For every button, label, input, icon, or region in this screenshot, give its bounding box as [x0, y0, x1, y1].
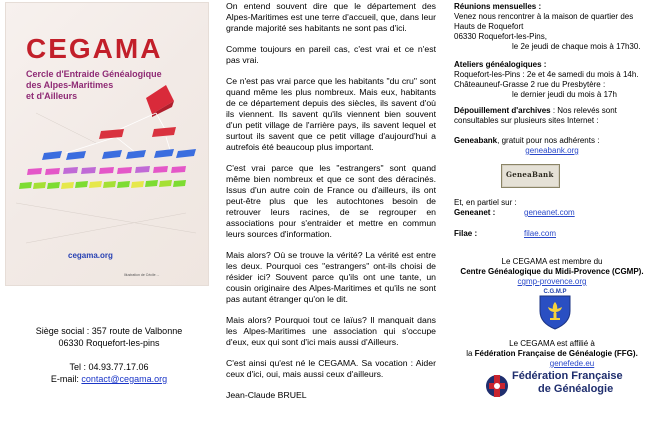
- partiel-line: Et, en partiel sur :: [454, 198, 517, 207]
- filae-label: Filae :: [454, 229, 478, 238]
- ffg-logo-line1: Fédération Française: [512, 370, 623, 382]
- middle-column: [226, 0, 436, 411]
- geneabank-link[interactable]: geneabank.org: [525, 146, 579, 155]
- ateliers-line: le dernier jeudi du mois à 17h: [512, 90, 617, 99]
- depouillement-line: consultables sur plusieurs sites Internet :: [454, 116, 599, 125]
- email-link[interactable]: contact@cegama.org: [81, 374, 168, 384]
- ffg-link[interactable]: genefede.eu: [549, 359, 595, 368]
- ffg-logo-line2: de Généalogie: [538, 383, 614, 395]
- reunions-line: Venez nous rencontrer à la maison de quartier des: [454, 12, 634, 21]
- reunions-section: [454, 2, 650, 52]
- siege-city: 06330 Roquefort-les-pins: [58, 338, 160, 348]
- siege-social: [0, 325, 218, 385]
- paragraph-6: Mais alors? Pourquoi tout ce laïus? Il manquait dans les Alpes-Maritimes une association qui s'occupe d'eux, eux qui sont d'ici mais aussi d'Ailleurs.: [226, 315, 436, 347]
- geneabank-section: Geneabank, gratuit pour nos adhérents : geneabank.org: [454, 136, 650, 156]
- paragraph-4: C'est vrai parce que les "estrangers" sont quand même bien nombreux et que ce sont des déracinés. Issus d'un autre coin de France ou d'ailleurs, ils ont peut-être plus que les autochtones besoin de retrouver leurs racines, de se regrouper en associations pour s'entraider et mettre en commun leurs sources d'information.: [226, 163, 436, 239]
- svg-text:C.G.M.P: C.G.M.P: [543, 289, 567, 295]
- cgmp-section: [454, 257, 650, 287]
- siege-email-line: [0, 373, 218, 385]
- geneabank-title: Geneabank: [454, 136, 498, 145]
- paragraph-7: C'est ainsi qu'est né le CEGAMA. Sa vocation : Aider ceux d'ici, oui, mais aussi ceux d'ailleurs.: [226, 358, 436, 379]
- reunions-line: 06330 Roquefort-les-Pins,: [454, 32, 547, 41]
- ateliers-title: Ateliers généalogiques :: [454, 60, 547, 69]
- ffg-section: Le CEGAMA est affilié à la Fédération Française de Généalogie (FFG). genefede.eu: [454, 339, 650, 369]
- siege-address: Siège social : 357 route de Valbonne: [35, 326, 183, 336]
- depouillement-line: Dépouillement d'archives : Nos relevés sont: [454, 106, 617, 115]
- paragraph-5: Mais alors? Où se trouve la vérité? La vérité est entre les deux. Pourquoi ces "estrangers" ont-ils choisi de résider ici? Souvent parce qu'ils ont une tante, un cousin originaire des Alpes-Maritimes et qu'ils ne sont pas autant étranger qu'on le dit.: [226, 250, 436, 304]
- ffg-emblem-icon: [484, 370, 510, 402]
- ateliers-line: Roquefort-les-Pins : 2e et 4e samedi du mois à 14h.: [454, 70, 639, 79]
- filae-link[interactable]: filae.com: [524, 229, 557, 238]
- geneanet-label: Geneanet :: [454, 208, 496, 217]
- siege-phone: Tel : 04.93.77.17.06: [69, 362, 149, 372]
- filae-section: [454, 229, 650, 239]
- geneabank-logo[interactable]: GeneaBank: [501, 164, 560, 188]
- paragraph-1: On entend souvent dire que le département des Alpes-Maritimes est une terre d'accueil, que, dans leur grande majorité ses habitants ne sont pas d'ici.: [226, 1, 436, 33]
- ffg-line: Le CEGAMA est affilié à: [509, 339, 595, 348]
- email-label: E-mail:: [50, 374, 82, 384]
- cgmp-link[interactable]: cgmp-provence.org: [517, 277, 587, 286]
- cover-image: [5, 2, 209, 286]
- cover-url: cegama.org: [68, 251, 113, 260]
- cover-credit: Illustration de Cécile ...: [124, 273, 160, 277]
- reunions-title: Réunions mensuelles :: [454, 2, 542, 11]
- cover-title: CEGAMA: [26, 33, 163, 64]
- cgmp-shield-icon: [536, 287, 574, 330]
- depouillement-section: [454, 106, 650, 126]
- ateliers-line: Châteauneuf-Grasse 2 rue du Presbytère :: [454, 80, 606, 89]
- geneanet-link[interactable]: geneanet.com: [524, 208, 575, 217]
- ateliers-section: [454, 60, 650, 100]
- paragraph-2: Comme toujours en pareil cas, c'est vrai et ce n'est pas vrai.: [226, 44, 436, 65]
- left-column: [0, 0, 218, 424]
- ffg-logo[interactable]: [484, 370, 653, 406]
- reunions-line: le 2e jeudi de chaque mois à 17h30.: [512, 42, 641, 51]
- partiel-section: [454, 198, 650, 218]
- cgmp-name: Centre Généalogique du Midi-Provence (CGMP).: [460, 267, 644, 276]
- ffg-name: Fédération Française de Généalogie (FFG).: [474, 349, 638, 358]
- depouillement-title: Dépouillement d'archives: [454, 106, 551, 115]
- cgmp-line: Le CEGAMA est membre du: [501, 257, 603, 266]
- paragraph-3: Ce n'est pas vrai parce que les habitants "du cru" sont quand même les plus nombreux. Mais eux, habitants de ce département depuis des siècles, ils savent d'où ils viennent. Ils savent qu'ils viennent bien souvent d'un petit village de l'arrière pays, ils savent lequel et surtout ils savent que ce petit village d'aujourd'hui a autrefois été beaucoup plus important.: [226, 76, 436, 152]
- cgmp-logo[interactable]: [536, 287, 574, 330]
- cover-subtitle: Cercle d'Entraide Généalogique des Alpes-Maritimes et d'Ailleurs: [26, 69, 162, 101]
- signature: Jean-Claude BRUEL: [226, 390, 307, 400]
- reunions-line: Hauts de Roquefort: [454, 22, 524, 31]
